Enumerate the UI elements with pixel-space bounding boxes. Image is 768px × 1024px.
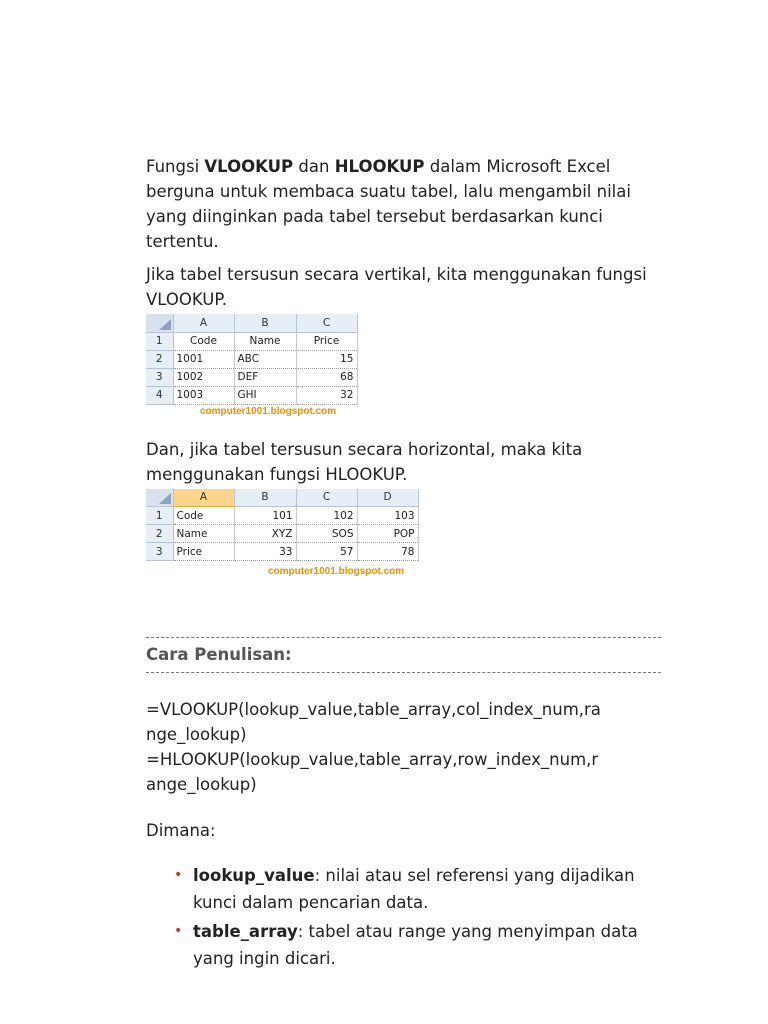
table-row — [146, 525, 418, 543]
cell: 33 — [234, 543, 296, 561]
hlookup-formula-line1: =HLOOKUP(lookup_value,table_array,row_index_num,r — [146, 750, 599, 769]
intro-text-3: dalam Microsoft Excel berguna untuk membaca suatu tabel, lalu mengambil nilai yang diinginkan pada tabel tersebut berdasarkan kunci tertentu. — [146, 157, 631, 251]
cell: Price — [173, 543, 234, 561]
table-row — [146, 386, 357, 404]
vlookup-bold: VLOOKUP — [204, 157, 294, 176]
parameter-description: : nilai atau sel referensi yang dijadikan kunci dalam pencarian data. — [193, 866, 635, 912]
horizontal-paragraph: Dan, jika tabel tersusun secara horizontal, maka kita menggunakan fungsi HLOOKUP. — [146, 439, 583, 484]
cell: ABC — [234, 350, 296, 368]
column-header: B — [234, 314, 296, 332]
cell: Price — [296, 332, 357, 350]
vtable-credit: computer1001.blogspot.com — [200, 405, 337, 417]
cell: Code — [173, 332, 234, 350]
vlookup-example-table — [146, 314, 358, 405]
cell: Name — [173, 525, 234, 543]
parameter-description: : tabel atau range yang menyimpan data yang ingin dicari. — [193, 922, 638, 968]
row-header: 2 — [146, 525, 173, 543]
row-header: 3 — [146, 543, 173, 561]
column-header: C — [296, 314, 357, 332]
row-header: 1 — [146, 507, 173, 525]
column-header: D — [357, 489, 418, 507]
vertical-paragraph: Jika tabel tersusun secara vertikal, kita menggunakan fungsi VLOOKUP. — [146, 265, 647, 309]
section-title: Cara Penulisan: — [146, 645, 292, 664]
cell: 68 — [296, 368, 357, 386]
parameter-term: table_array — [193, 922, 298, 941]
table-row — [146, 368, 357, 386]
cell: Name — [234, 332, 296, 350]
cell: POP — [357, 525, 418, 543]
row-header: 3 — [146, 368, 173, 386]
hlookup-example-table — [146, 489, 419, 562]
vlookup-formula-line2: nge_lookup) — [146, 725, 247, 744]
row-header: 4 — [146, 386, 173, 404]
cell: XYZ — [234, 525, 296, 543]
parameter-list — [146, 862, 661, 972]
column-header: B — [234, 489, 296, 507]
cell: 1003 — [173, 386, 234, 404]
row-header: 1 — [146, 332, 173, 350]
bullet-icon: • — [174, 923, 183, 939]
row-header: 2 — [146, 350, 173, 368]
hlookup-bold: HLOOKUP — [334, 157, 425, 176]
bullet-icon: • — [174, 867, 183, 883]
cell: 102 — [296, 507, 357, 525]
column-header: A — [173, 314, 234, 332]
hlookup-formula-line2: ange_lookup) — [146, 775, 257, 794]
cell: 1001 — [173, 350, 234, 368]
cell: 78 — [357, 543, 418, 561]
cell: 1002 — [173, 368, 234, 386]
select-all-corner — [146, 314, 173, 332]
htable-credit: computer1001.blogspot.com — [268, 566, 405, 577]
syntax-section-header — [146, 637, 661, 673]
table-row — [146, 350, 357, 368]
article-body — [146, 154, 661, 974]
parameter-term: lookup_value — [193, 866, 315, 885]
table-row — [146, 332, 357, 350]
cell: 101 — [234, 507, 296, 525]
intro-text-2: dan — [293, 157, 335, 176]
intro-text-1: Fungsi — [146, 157, 205, 176]
dimana-label: Dimana: — [146, 821, 216, 840]
cell: GHI — [234, 386, 296, 404]
cell: 57 — [296, 543, 357, 561]
list-item — [174, 918, 661, 972]
cell: DEF — [234, 368, 296, 386]
cell: Code — [173, 507, 234, 525]
syntax-formulas — [146, 697, 661, 797]
list-item — [174, 862, 661, 916]
cell: 103 — [357, 507, 418, 525]
cell: 15 — [296, 350, 357, 368]
select-all-corner — [146, 489, 173, 507]
table-row — [146, 507, 418, 525]
table-row — [146, 543, 418, 561]
column-header-selected: A — [173, 489, 234, 507]
cell: 32 — [296, 386, 357, 404]
cell: SOS — [296, 525, 357, 543]
column-header: C — [296, 489, 357, 507]
vlookup-formula-line1: =VLOOKUP(lookup_value,table_array,col_index_num,ra — [146, 700, 601, 719]
intro-paragraph — [146, 154, 661, 254]
